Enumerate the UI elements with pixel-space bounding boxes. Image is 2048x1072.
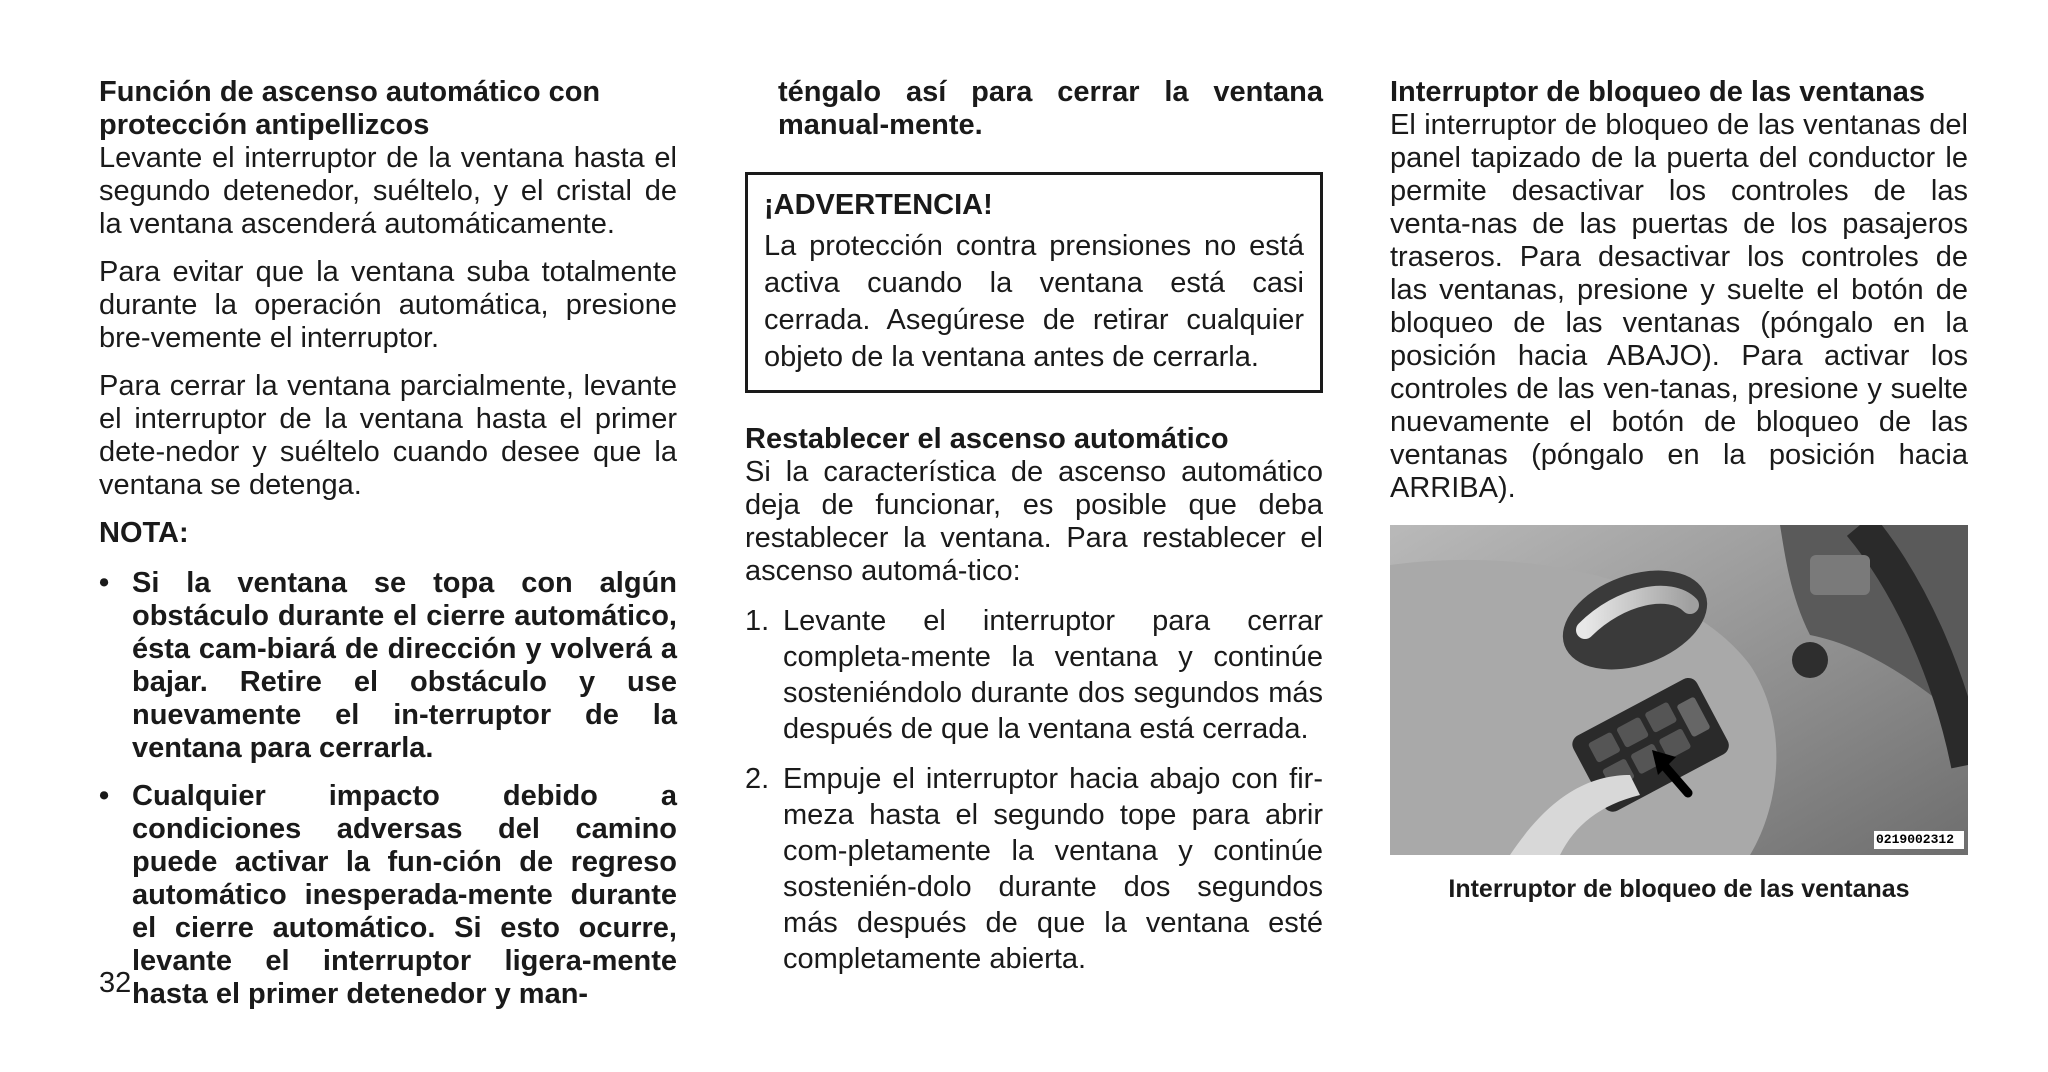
note-label: NOTA: — [99, 517, 189, 549]
section-heading-reset: Restablecer el ascenso automático — [745, 423, 1229, 455]
bullet-continuation: téngalo así para cerrar la ventana manual-mente. — [778, 76, 1323, 141]
paragraph: El interruptor de bloqueo de las ventanas del panel tapizado de la puerta del conductor le permite desactivar los controles de las venta-nas de las puertas de los pasajeros traseros. Para desactivar los controles de las ventanas, presione y suelte el botón de bloqueo de las ventanas (póngalo en la posición hacia ABAJO). Para activar los controles de las ven-tanas, presione y suelte nuevamente el botón de bloqueo de las ventanas (póngalo en la posición hacia ARRIBA). — [1390, 109, 1968, 504]
page-number: 32 — [99, 967, 132, 999]
section-heading-auto-up: Función de ascenso automático con protección antipellizcos — [99, 76, 601, 141]
step-number: 2. — [745, 763, 770, 795]
warning-box — [745, 172, 1323, 393]
warning-title: ¡ADVERTENCIA! — [764, 189, 993, 221]
bullet-item: • Si la ventana se topa con algún obstáculo durante el cierre automático, ésta cam-biará de dirección y volverá a bajar. Retire el obstáculo y use nuevamente el in-terruptor de la ventana para cerrarla. — [99, 567, 677, 764]
image-code-label: 0219002312 — [1876, 832, 1955, 847]
warning-body: La protección contra prensiones no está activa cuando la ventana está casi cerrada. Asegúrese de retirar cualquier objeto de la ventana antes de cerrarla. — [764, 230, 1304, 373]
door-panel-illustration — [1390, 525, 1968, 855]
paragraph: Levante el interruptor de la ventana hasta el segundo detenedor, suéltelo, y el cristal de la ventana ascenderá automáticamente. — [99, 142, 677, 240]
paragraph: Si la característica de ascenso automático deja de funcionar, es posible que deba restablecer la ventana. Para restablecer el ascenso automá-tico: — [745, 456, 1323, 587]
step-item: 2. Empuje el interruptor hacia abajo con fir-meza hasta el segundo tope para abrir com-pletamente la ventana y continúe sostenién-dolo durante dos segundos más después de que la ventana esté completamente abierta. — [745, 763, 1323, 975]
step-item: 1. Levante el interruptor para cerrar completa-mente la ventana y continúe sosteniéndolo durante dos segundos más después de que la ventana está cerrada. — [745, 605, 1323, 745]
bullet-icon: • — [99, 780, 110, 812]
door-panel-photo — [1390, 525, 1968, 855]
column-right — [1390, 76, 1968, 906]
section-heading-window-lock: Interruptor de bloqueo de las ventanas — [1390, 76, 1925, 108]
figure-caption: Interruptor de bloqueo de las ventanas — [1448, 875, 1910, 903]
step-number: 1. — [745, 605, 770, 637]
column-middle — [745, 76, 1323, 991]
bullet-icon: • — [99, 567, 110, 599]
column-left — [99, 76, 677, 1026]
paragraph: Para cerrar la ventana parcialmente, levante el interruptor de la ventana hasta el primer dete-nedor y suéltelo cuando desee que la ventana se detenga. — [99, 370, 677, 501]
paragraph: Para evitar que la ventana suba totalmente durante la operación automática, presione bre-vemente el interruptor. — [99, 256, 677, 354]
note-bullet-list — [99, 567, 677, 1011]
bullet-item: • Cualquier impacto debido a condiciones adversas del camino puede activar la fun-ción de regreso automático inesperada-mente durante el cierre automático. Si esto ocurre, levante el interruptor ligera-mente hasta el primer detenedor y man- — [99, 780, 677, 1010]
steps-list — [745, 603, 1323, 977]
